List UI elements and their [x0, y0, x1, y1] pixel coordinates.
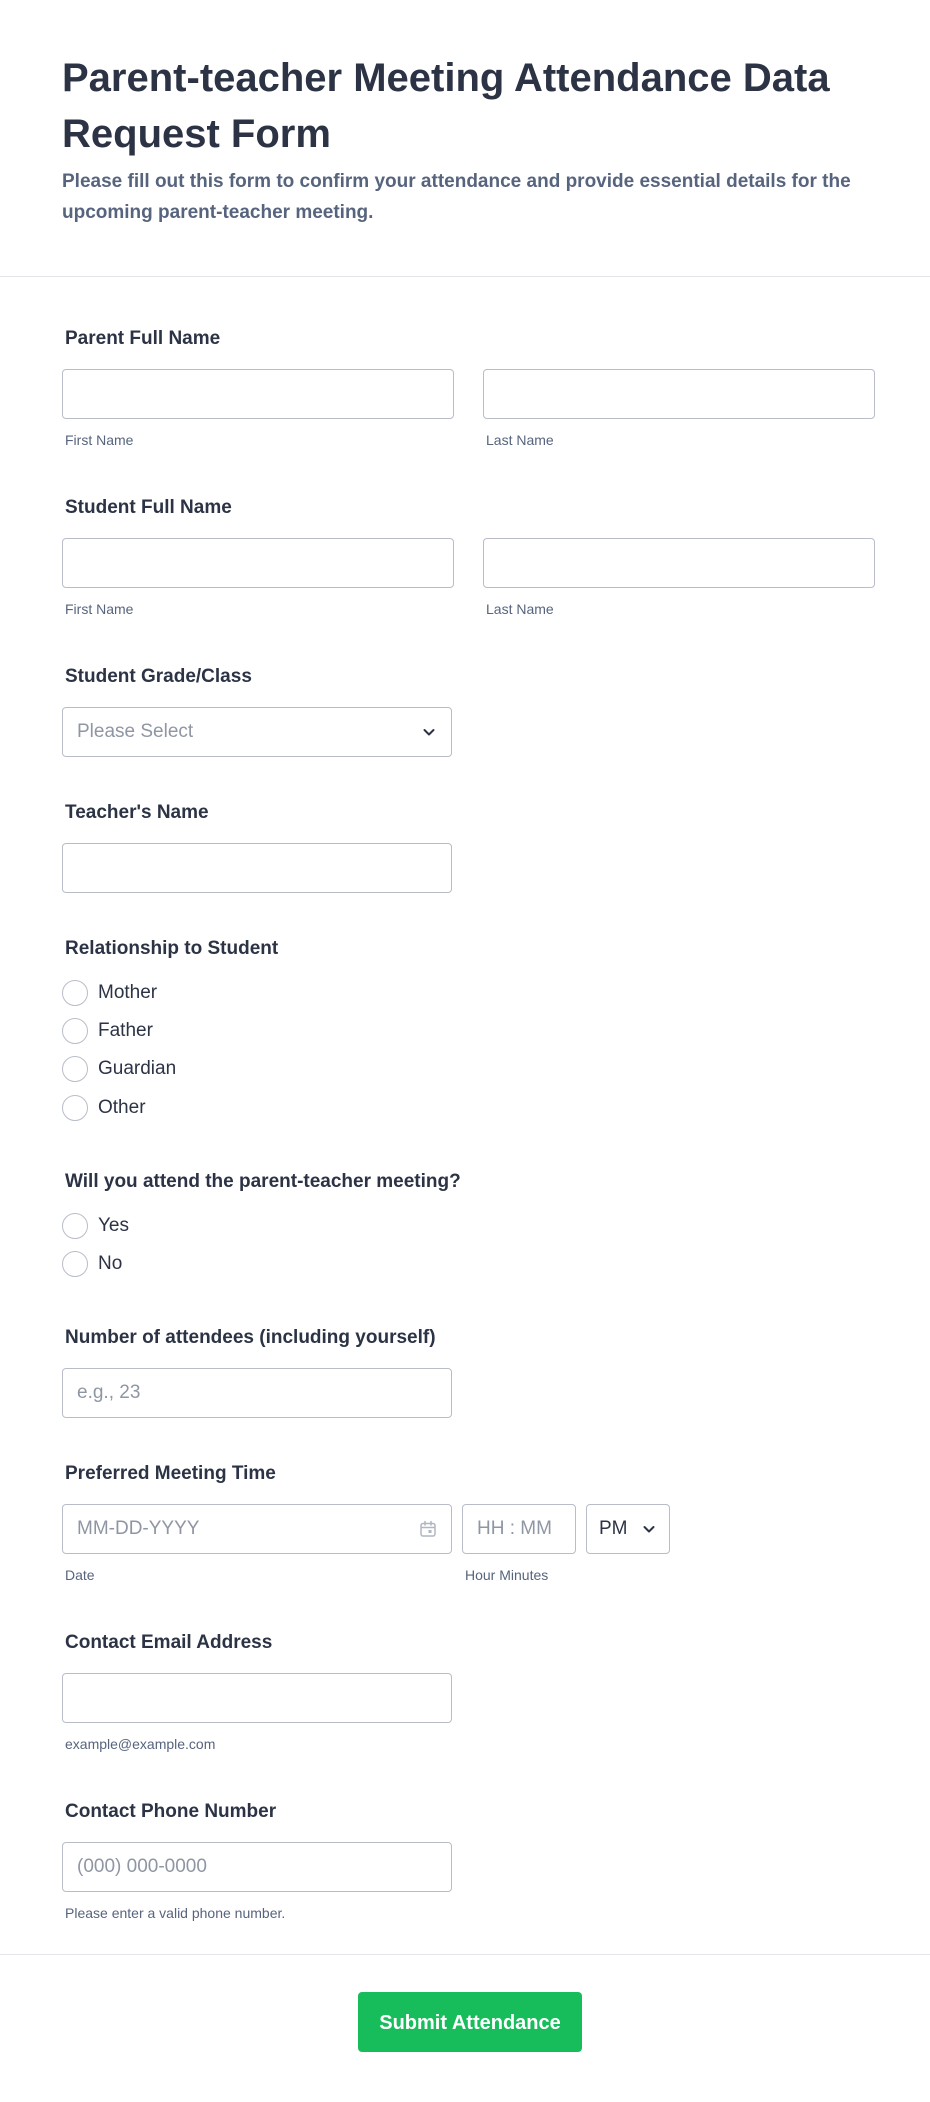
radio-button[interactable] — [62, 1095, 88, 1121]
meeting-time-field — [62, 1462, 882, 1583]
contact-email-input[interactable] — [62, 1673, 452, 1723]
form-description: Please fill out this form to confirm your attendance and provide essential details for the upcoming parent-teacher meeting. — [62, 171, 851, 223]
teacher-name-field — [62, 801, 882, 825]
radio-button[interactable] — [62, 1018, 88, 1044]
meeting-ampm-value: PM — [599, 1518, 628, 1539]
student-grade-select[interactable] — [62, 707, 452, 757]
parent-last-name-sublabel: Last Name — [486, 432, 554, 448]
meeting-time-input[interactable] — [462, 1504, 576, 1554]
relationship-option-guardian[interactable] — [62, 1054, 176, 1084]
meeting-time-label: Preferred Meeting Time — [65, 1463, 276, 1484]
parent-full-name-label: Parent Full Name — [65, 328, 221, 349]
radio-label: Other — [98, 1097, 146, 1118]
meeting-time-sublabel: Hour Minutes — [465, 1567, 549, 1583]
attendees-label: Number of attendees (including yourself) — [65, 1327, 436, 1348]
parent-first-name-input[interactable] — [62, 369, 454, 419]
contact-phone-sublabel: Please enter a valid phone number. — [65, 1905, 286, 1921]
meeting-date-sublabel: Date — [65, 1567, 95, 1583]
radio-label: Guardian — [98, 1058, 177, 1079]
relationship-option-mother[interactable] — [62, 978, 157, 1008]
student-last-name-input[interactable] — [483, 538, 875, 588]
radio-label: Yes — [98, 1215, 129, 1236]
parent-last-name-input[interactable] — [483, 369, 875, 419]
student-grade-field — [62, 665, 882, 742]
student-grade-label: Student Grade/Class — [65, 666, 252, 687]
meeting-ampm-select[interactable] — [586, 1504, 670, 1554]
contact-phone-label: Contact Phone Number — [65, 1801, 277, 1822]
student-first-name-input[interactable] — [62, 538, 454, 588]
teacher-name-input[interactable] — [62, 843, 452, 893]
radio-label: Mother — [98, 982, 158, 1003]
attend-option-no[interactable] — [62, 1249, 122, 1279]
student-full-name-field — [62, 496, 882, 617]
attend-option-yes[interactable] — [62, 1211, 129, 1241]
radio-label: No — [98, 1253, 123, 1274]
attend-meeting-field — [62, 1170, 882, 1274]
form-title: Parent-teacher Meeting Attendance Data Request Form — [62, 56, 830, 156]
parent-first-name-sublabel: First Name — [65, 432, 134, 448]
teacher-name-label: Teacher's Name — [65, 802, 209, 823]
attendees-input[interactable] — [62, 1368, 452, 1418]
relationship-label: Relationship to Student — [65, 938, 279, 959]
radio-button[interactable] — [62, 980, 88, 1006]
footer-divider — [0, 1954, 930, 1955]
contact-phone-field — [62, 1800, 882, 1921]
radio-button[interactable] — [62, 1251, 88, 1277]
meeting-date-input[interactable] — [62, 1504, 452, 1554]
student-full-name-label: Student Full Name — [65, 497, 232, 518]
chevron-down-icon — [421, 724, 437, 740]
contact-email-label: Contact Email Address — [65, 1632, 273, 1653]
contact-email-sublabel: example@example.com — [65, 1736, 216, 1752]
calendar-icon[interactable] — [419, 1520, 437, 1538]
attendees-field — [62, 1326, 882, 1350]
meeting-date-placeholder: MM-DD-YYYY — [77, 1518, 200, 1539]
radio-label: Father — [98, 1020, 153, 1041]
relationship-option-father[interactable] — [62, 1016, 153, 1046]
form-header — [62, 50, 862, 228]
submit-attendance-button[interactable]: Submit Attendance — [358, 1992, 582, 2052]
parent-full-name-field — [62, 327, 882, 448]
contact-phone-input[interactable] — [62, 1842, 452, 1892]
attend-meeting-label: Will you attend the parent-teacher meeting? — [65, 1171, 461, 1192]
header-divider — [0, 276, 930, 277]
radio-button[interactable] — [62, 1213, 88, 1239]
student-grade-selected-value: Please Select — [77, 721, 194, 742]
contact-email-field — [62, 1631, 882, 1752]
student-first-name-sublabel: First Name — [65, 601, 134, 617]
radio-button[interactable] — [62, 1056, 88, 1082]
chevron-down-icon — [641, 1521, 657, 1537]
relationship-option-other[interactable] — [62, 1093, 146, 1123]
relationship-field — [62, 937, 882, 1118]
student-last-name-sublabel: Last Name — [486, 601, 554, 617]
